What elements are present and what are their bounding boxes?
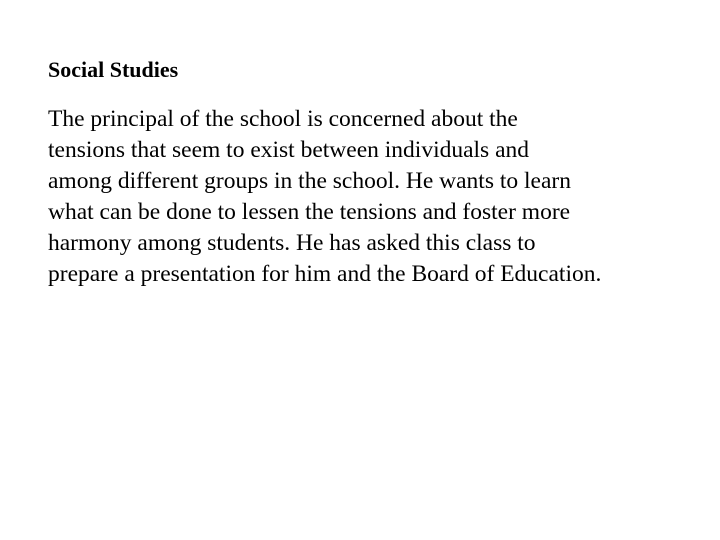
body-text-line: among different groups in the school. He wants to learn [48,168,571,194]
slide-title: Social Studies [48,57,179,82]
body-text-line: tensions that seem to exist between individuals and [48,137,530,163]
body-text-line: harmony among students. He has asked this class to [48,230,536,256]
body-text-line: prepare a presentation for him and the Board of Education. [48,261,602,287]
body-text-line: The principal of the school is concerned about the [48,106,518,132]
slide-body-text [48,104,601,290]
body-text-line: what can be done to lessen the tensions and foster more [48,199,571,225]
